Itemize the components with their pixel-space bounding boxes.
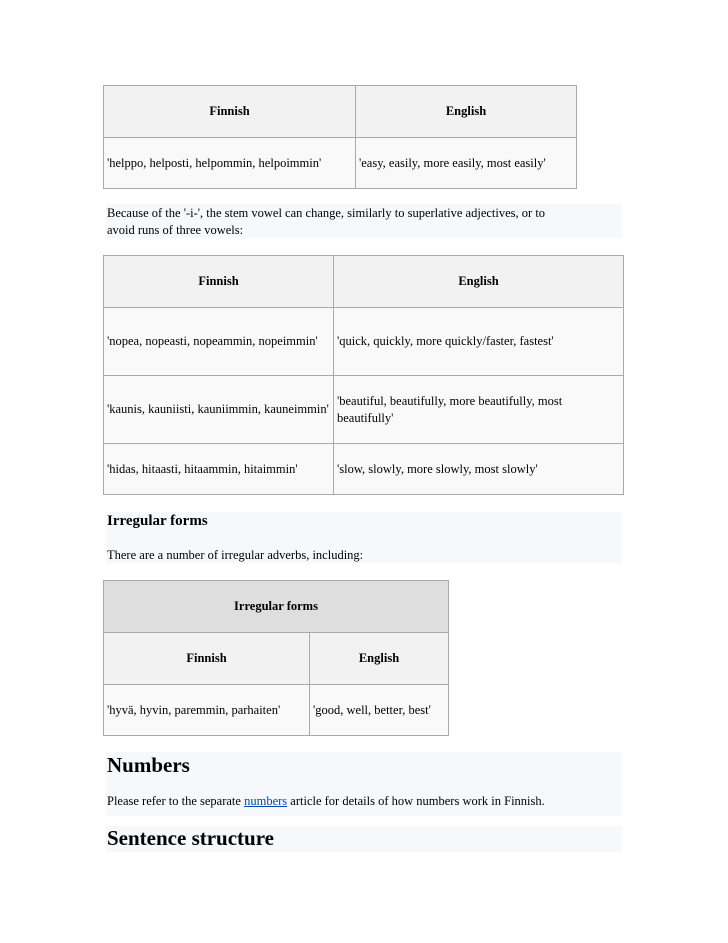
cell-finnish: 'nopea, nopeasti, nopeammin, nopeimmin' — [104, 308, 334, 376]
irregular-forms-heading: Irregular forms — [107, 513, 208, 529]
cell-finnish: 'hyvä, hyvin, paremmin, parhaiten' — [104, 685, 310, 736]
header-english: English — [334, 256, 624, 308]
cell-finnish: 'kaunis, kauniisti, kauniimmin, kauneimmin' — [104, 376, 334, 444]
numbers-article-link[interactable]: numbers — [244, 794, 288, 808]
header-finnish: Finnish — [104, 256, 334, 308]
sentence-structure-heading: Sentence structure — [107, 826, 274, 850]
numbers-text-before: Please refer to the separate — [107, 794, 245, 808]
header-english: English — [356, 86, 577, 138]
paragraph-line-2: avoid runs of three vowels: — [107, 223, 244, 237]
numbers-heading: Numbers — [107, 753, 190, 777]
header-finnish: Finnish — [104, 86, 356, 138]
comparison-table-1 — [103, 85, 577, 189]
comparison-table-2 — [103, 255, 624, 495]
cell-finnish: 'helppo, helposti, helpommin, helpoimmin' — [104, 138, 356, 189]
cell-english: 'slow, slowly, more slowly, most slowly' — [334, 444, 624, 495]
table-caption: Irregular forms — [104, 581, 449, 633]
numbers-text-after: article for details of how numbers work in Finnish. — [287, 794, 545, 808]
cell-finnish: 'hidas, hitaasti, hitaammin, hitaimmin' — [104, 444, 334, 495]
irregular-intro: There are a number of irregular adverbs, including: — [107, 548, 364, 562]
header-finnish: Finnish — [104, 633, 310, 685]
cell-english: 'easy, easily, more easily, most easily' — [356, 138, 577, 189]
paragraph-line-1: Because of the '-i-', the stem vowel can change, similarly to superlative adjectives, or to — [107, 206, 546, 220]
cell-english: 'quick, quickly, more quickly/faster, fastest' — [334, 308, 624, 376]
header-english: English — [310, 633, 449, 685]
numbers-paragraph — [107, 793, 545, 810]
irregular-forms-table — [103, 580, 449, 736]
cell-english: 'beautiful, beautifully, more beautifully, most beautifully' — [334, 376, 624, 444]
stem-vowel-paragraph — [107, 205, 622, 239]
cell-english: 'good, well, better, best' — [310, 685, 449, 736]
